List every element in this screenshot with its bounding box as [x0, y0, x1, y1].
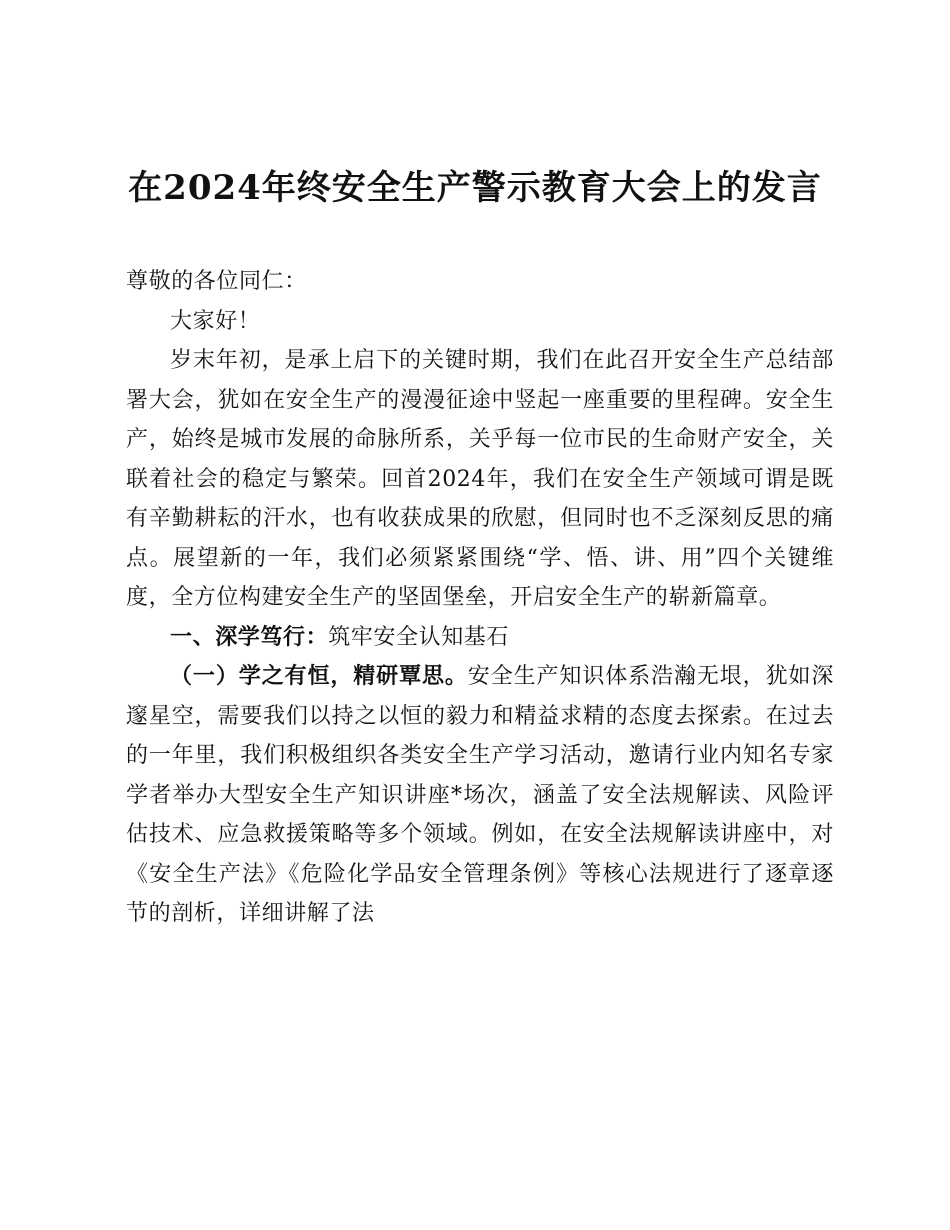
subsection-1-paragraph	[126, 657, 834, 934]
greeting: 大家好！	[170, 308, 261, 334]
section-heading-1	[126, 618, 834, 658]
section-heading-1-rest: 筑牢安全认知基石	[328, 624, 510, 650]
subsection-1-text: 安全生产知识体系浩瀚无垠，犹如深邃星空，需要我们以持之以恒的毅力和精益求精的态度去探索。在过去的一年里，我们积极组织各类安全生产学习活动，邀请行业内知名专家学者举办大型安全生产知识讲座*场次，涵盖了安全法规解读、风险评估技术、应急救援策略等多个领域。例如，在安全法规解读讲座中，对《安全生产法》《危险化学品安全管理条例》等核心法规进行了逐章逐节的剖析，详细讲解了法	[126, 664, 834, 926]
subsection-1-lead: （一）学之有恒，精研覃思。	[170, 663, 468, 689]
intro-paragraph: 岁末年初，是承上启下的关键时期，我们在此召开安全生产总结部署大会，犹如在安全生产的漫漫征途中竖起一座重要的里程碑。安全生产，始终是城市发展的命脉所系，关乎每一位市民的生命财产安全，关联着社会的稳定与繁荣。回首2024年，我们在安全生产领域可谓是既有辛勤耕耘的汗水，也有收获成果的欣慰，但同时也不乏深刻反思的痛点。展望新的一年，我们必须紧紧围绕“学、悟、讲、用”四个关键维度，全方位构建安全生产的坚固堡垒，开启安全生产的崭新篇章。	[126, 348, 834, 610]
document-body	[126, 262, 834, 934]
section-heading-1-bold: 一、深学笃行：	[170, 623, 329, 650]
salutation: 尊敬的各位同仁：	[126, 269, 307, 294]
document-title: 在2024年终安全生产警示教育大会上的发言	[128, 168, 822, 208]
